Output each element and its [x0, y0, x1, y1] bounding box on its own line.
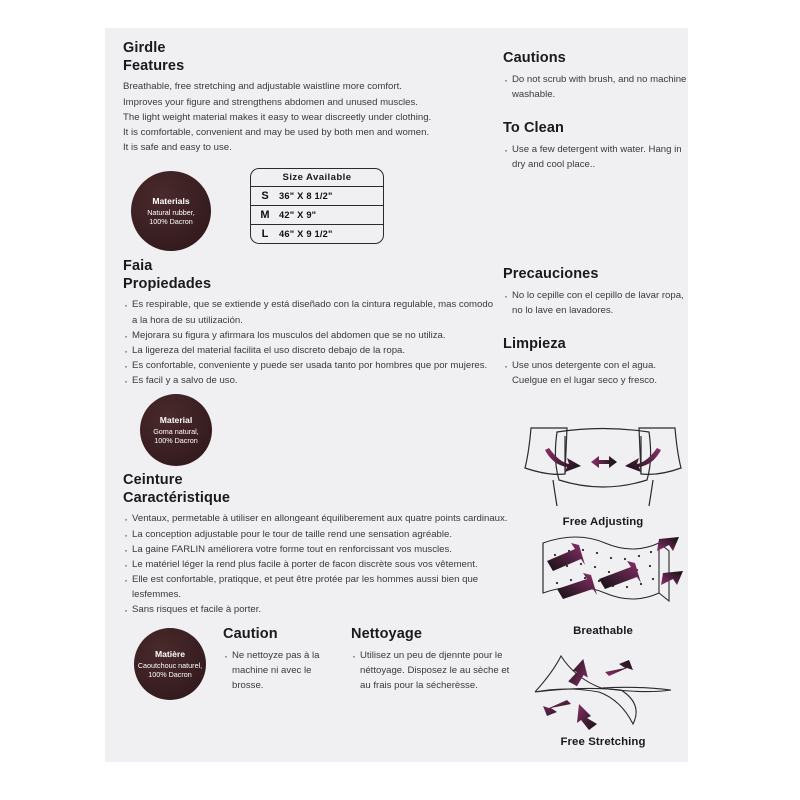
left-column: [123, 40, 513, 691]
to-clean-section: [503, 120, 688, 172]
size-dimensions-m: 42" X 9": [279, 210, 317, 220]
caution-list: [223, 648, 333, 693]
materials-badge-french: [134, 628, 206, 700]
precauciones-heading: Precauciones: [503, 266, 599, 282]
cautions-section: [503, 50, 688, 102]
materials-badge-title: Materials: [152, 195, 190, 206]
english-body-line-1: Breathable, free stretching and adjustable waistline more comfort.: [123, 81, 402, 93]
stretch-arrows: [543, 659, 633, 730]
figure-free-stretching: [513, 642, 688, 748]
figure-caption: Free Adjusting: [562, 516, 644, 528]
size-table-header: Size Available: [282, 172, 352, 183]
matiere-badge-title: Matière: [154, 648, 186, 659]
list-item: · Es respirable, que se extiende y está diseñado con la cintura regulable, mas comodo a la hora de su utilización.: [123, 297, 501, 327]
english-subtitle: Features: [123, 57, 185, 74]
english-body-line-5: It is safe and easy to use.: [123, 142, 232, 153]
to-clean-list: [503, 142, 688, 172]
list-item: · La ligereza del material facilita el uso discreto debajo de la ropa.: [123, 343, 501, 358]
list-item: · Sans risques et facile à porter.: [123, 602, 511, 617]
list-item: · Elle est confortable, pratiqque, et peut être protée par les hommes aussi bien que lesfemmes.: [123, 572, 511, 602]
caution-heading: Caution: [223, 626, 278, 642]
size-dimensions-l: 46" X 9 1/2": [279, 229, 333, 239]
materials-badge-line1: Natural rubber,: [147, 207, 195, 217]
french-bullet-list: [123, 511, 511, 617]
list-item: · Mejorara su figura y afirmara los musculos del abdomen que se no utiliza.: [123, 328, 501, 343]
english-body-line-3: The light weight material makes it easy to wear discreetly under clothing.: [123, 111, 432, 123]
english-body-line-2: Improves your figure and strengthens abdomen and unused muscles.: [123, 96, 418, 108]
material-badge-line1: Goma natural,: [153, 426, 199, 436]
figure-free-adjusting: [513, 422, 688, 528]
spanish-subtitle: Propiedades: [123, 275, 212, 292]
list-item: · Le matériel léger la rend plus facile à porter de facon discrète sous vos vêtement.: [123, 557, 511, 572]
cautions-heading: Cautions: [503, 50, 566, 66]
french-nettoyage-section: [351, 626, 511, 693]
list-item: · Use unos detergente con el agua. Cuelgue en el lugar seco y fresco.: [503, 358, 688, 388]
nettoyage-heading: Nettoyage: [351, 626, 422, 642]
figure-breathable: [513, 531, 688, 637]
matiere-badge-line2: 100% Dacron: [148, 669, 192, 679]
list-item: · Es facil y a salvo de uso.: [123, 373, 501, 388]
french-section: [123, 472, 511, 617]
french-title: Ceinture: [123, 472, 183, 488]
girdle-adjusting-illustration: [513, 422, 688, 514]
list-item: · Es confortable, conveniente y puede ser usada tanto por hombres que por mujeres.: [123, 358, 501, 373]
size-label-l: L: [261, 228, 269, 240]
spanish-title: Faia: [123, 258, 153, 274]
limpieza-heading: Limpieza: [503, 336, 566, 352]
size-label-m: M: [260, 209, 270, 221]
french-subtitle: Caractéristique: [123, 489, 231, 506]
matiere-badge-line1: Caoutchouc naturel,: [137, 660, 203, 670]
to-clean-heading: To Clean: [503, 120, 564, 136]
size-label-s: S: [261, 190, 269, 202]
list-item: · No lo cepille con el cepillo de lavar ropa, no lo lave en lavadores.: [503, 288, 688, 318]
list-item: · La conception adjustable pour le tour de taille rend une sensation agréable.: [123, 527, 511, 542]
right-column: [503, 50, 688, 388]
list-item: · Do not scrub with brush, and no machine washable.: [503, 72, 688, 102]
list-item: · La gaine FARLIN améliorera votre forme tout en renforcissant vos muscles.: [123, 542, 511, 557]
spanish-section: [123, 258, 501, 388]
size-dimensions-s: 36" X 8 1/2": [279, 191, 333, 201]
english-title: Girdle: [123, 40, 166, 56]
nettoyage-list: [351, 648, 511, 693]
spanish-bullet-list: [123, 297, 501, 388]
limpieza-list: [503, 358, 688, 388]
list-item: · Use a few detergent with water. Hang in dry and cool place..: [503, 142, 688, 172]
table-row: [251, 224, 383, 243]
size-table: [250, 168, 384, 244]
limpieza-section: [503, 336, 688, 388]
stretching-fabric-illustration: [513, 642, 688, 734]
materials-badge-english: [131, 171, 211, 251]
precauciones-list: [503, 288, 688, 318]
table-row: [251, 205, 383, 224]
materials-badge-spanish: [140, 394, 212, 466]
cautions-list: [503, 72, 688, 102]
precauciones-section: [503, 266, 688, 318]
figure-caption: Breathable: [573, 625, 633, 637]
french-caution-section: [223, 626, 333, 693]
list-item: · Utilisez un peu de djennte pour le néttoyage. Disposez le au sèche et au frais pour la sécherèsse.: [351, 648, 511, 693]
adjust-arrows: [545, 448, 661, 472]
english-body-line-4: It is comfortable, convenient and may be used by both men and women.: [123, 126, 430, 138]
english-section: [123, 40, 513, 155]
size-table-header-row: [251, 169, 383, 186]
figure-caption: Free Stretching: [560, 736, 646, 748]
product-insert-card: [105, 28, 688, 762]
table-row: [251, 186, 383, 205]
breathable-fabric-illustration: [513, 531, 688, 623]
material-badge-line2: 100% Dacron: [154, 435, 198, 445]
material-badge-title: Material: [159, 414, 193, 425]
materials-badge-line2: 100% Dacron: [149, 216, 193, 226]
list-item: · Ne nettoyze pas à la machine ni avec le brosse.: [223, 648, 333, 693]
list-item: · Ventaux, permetable à utiliser en allongeant équiliberement aux quatre points cardinaux.: [123, 511, 511, 526]
